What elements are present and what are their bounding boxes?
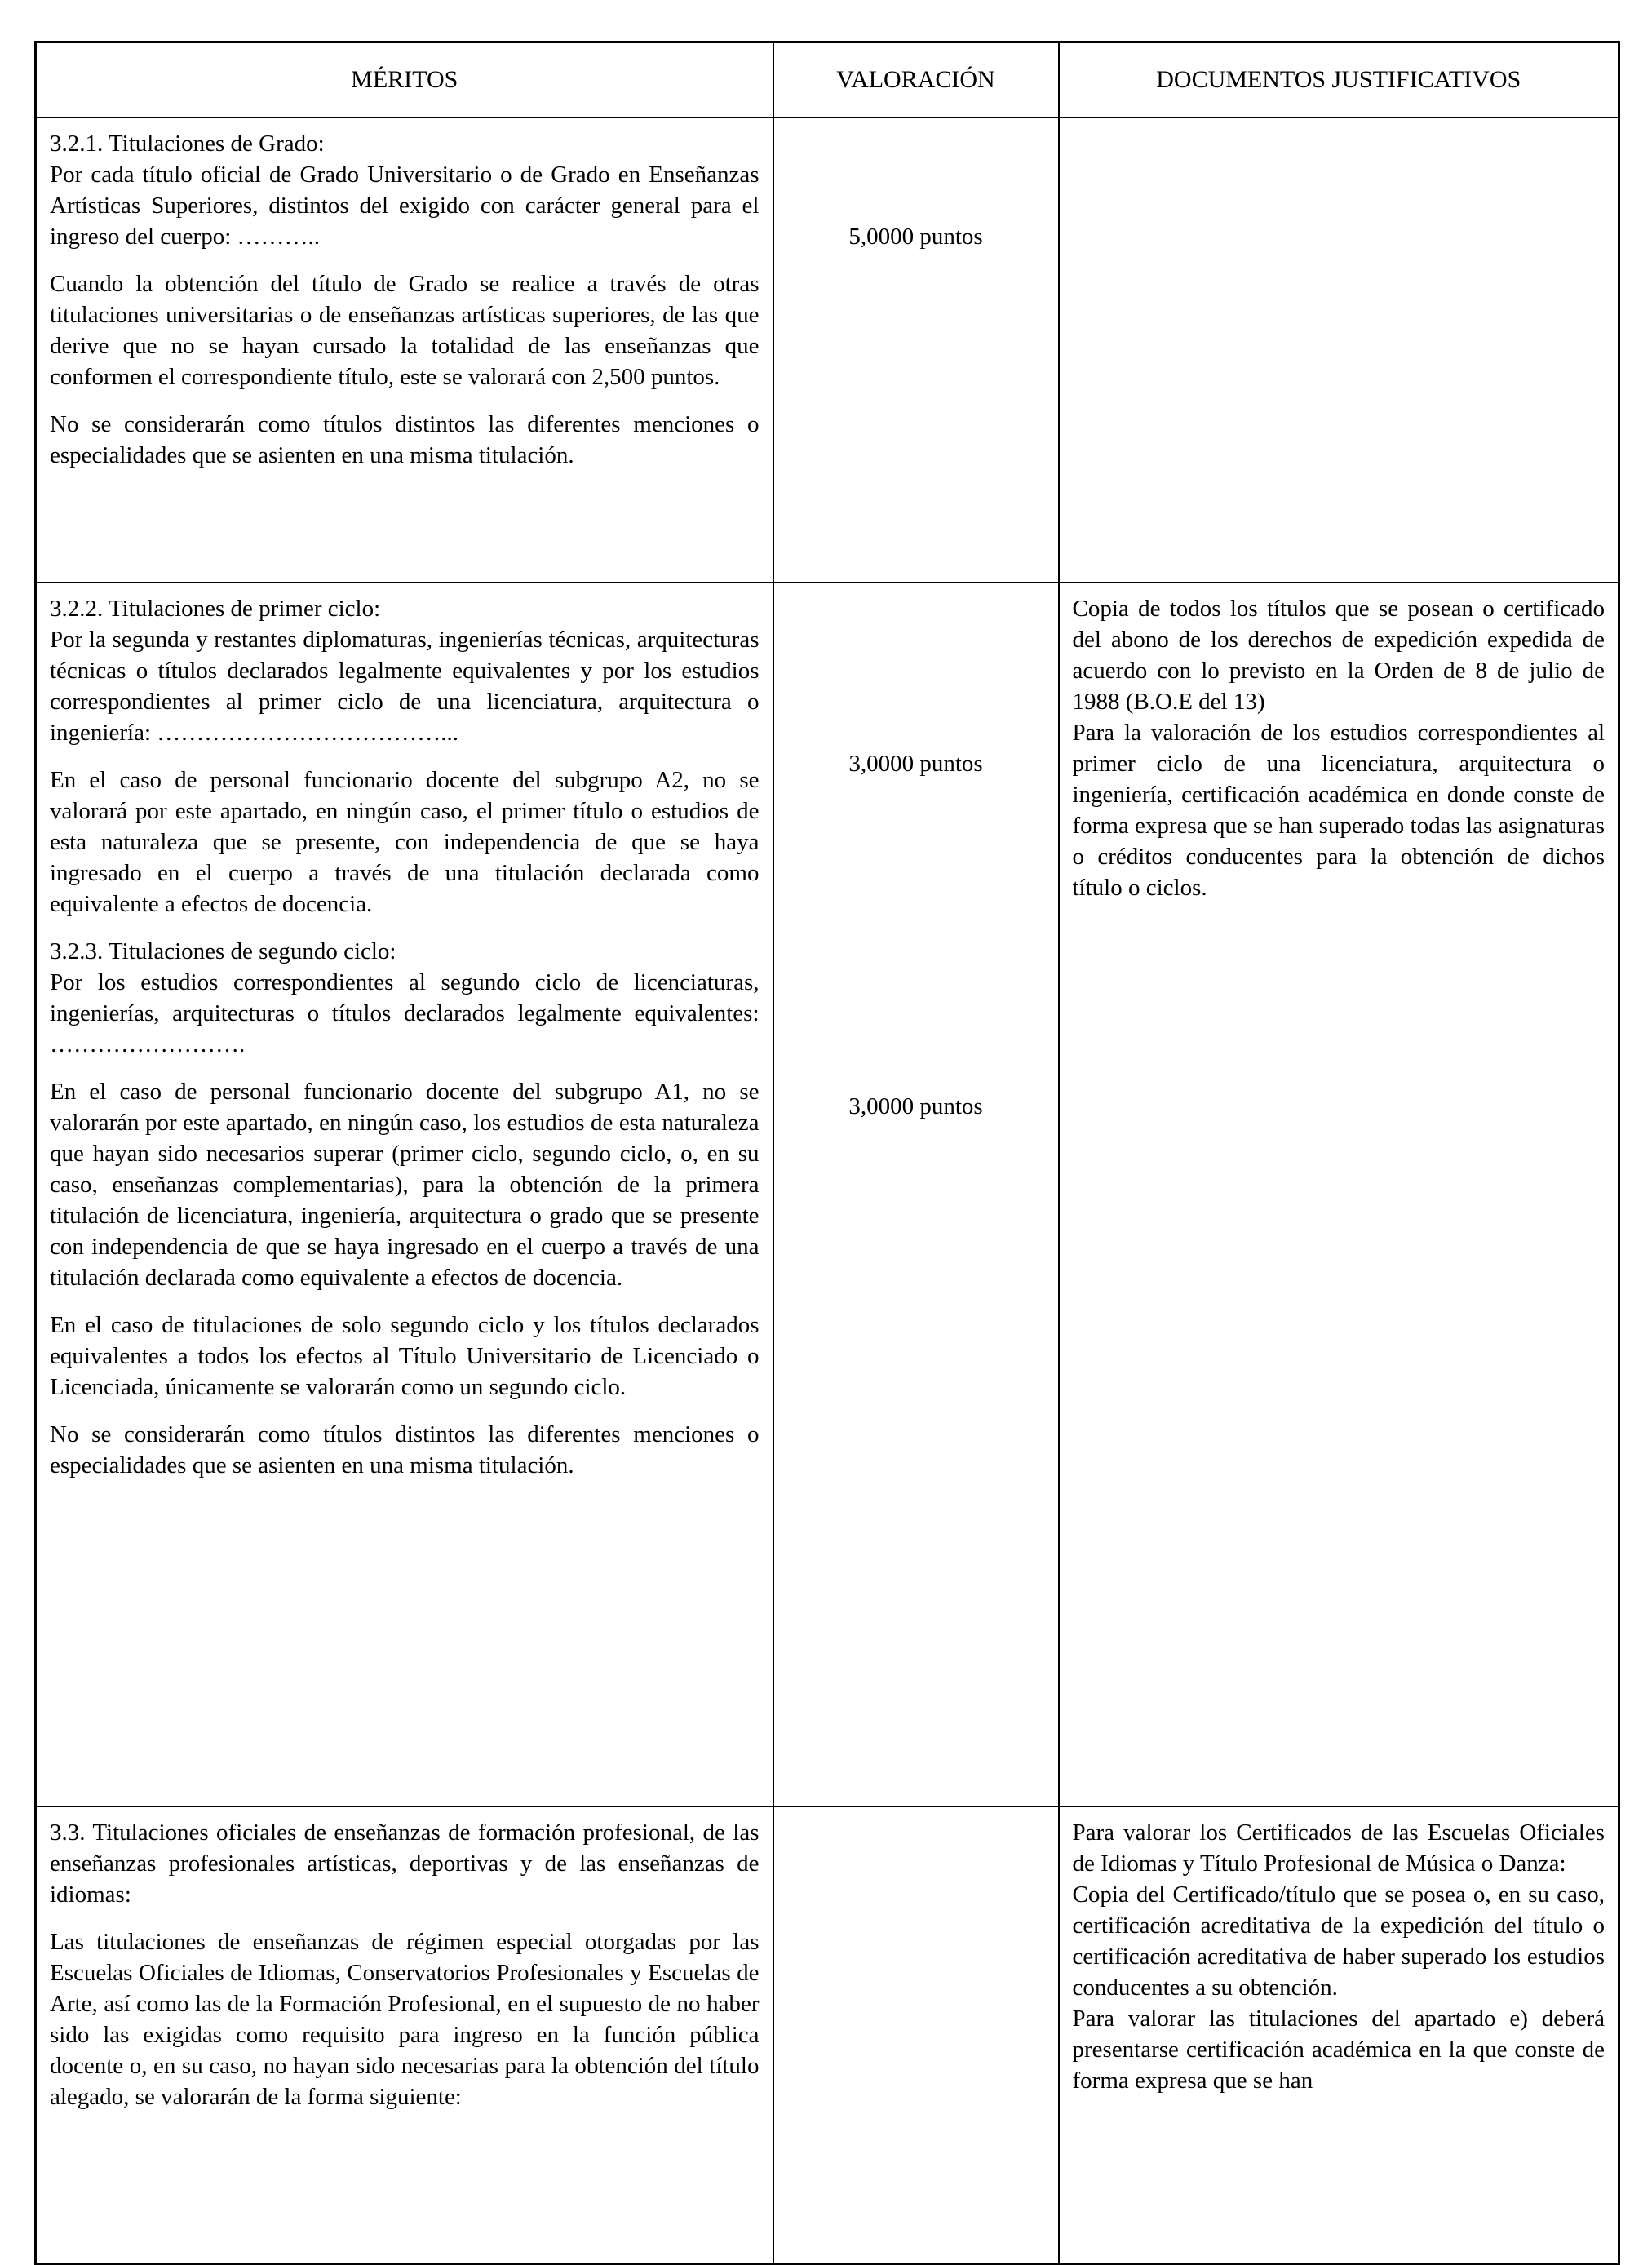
table-row-3-2-2-and-3-2-3: [36, 583, 1619, 1806]
paragraph: Cuando la obtención del título de Grado se realice a través de otras titulaciones universitarias o de enseñanzas artísticas superiores, de las que derive que no se hayan cursado la totalidad de las enseñanzas que conformen el correspondiente título, este se valorará con 2,500 puntos.: [50, 271, 760, 390]
section-3-2-1: [50, 128, 760, 252]
cell-documentos-3-2-1: [1059, 117, 1619, 583]
paragraph: Por los estudios correspondientes al segundo ciclo de licenciaturas, ingenierías, arquitecturas o títulos declarados legalmente equivalentes: …………………….: [50, 969, 760, 1057]
cell-valoracion-3-2-2: [773, 583, 1059, 1806]
merits-valuation-table: [34, 41, 1620, 2265]
paragraph: Por cada título oficial de Grado Universitario o de Grado en Enseñanzas Artísticas Superiores, distintos del exigido con carácter general para el ingreso del cuerpo: ………..: [50, 162, 760, 250]
cell-documentos-3-3: [1059, 1806, 1619, 2263]
table-row-3-3: [36, 1806, 1619, 2263]
paragraph: En el caso de titulaciones de solo segundo ciclo y los títulos declarados equivalentes a todos los efectos al Título Universitario de Licenciado o Licenciada, únicamente se valorarán como un segundo ciclo.: [50, 1312, 760, 1400]
paragraph: Para la valoración de los estudios correspondientes al primer ciclo de una licenciatura, arquitectura o ingeniería, certificación académica en donde conste de forma expresa que se han superado todas las asignaturas o créditos conducentes para la obtención de dichos título o ciclos.: [1072, 720, 1605, 901]
paragraph: Copia de todos los títulos que se posean o certificado del abono de los derechos de expedición expedida de acuerdo con lo previsto en la Orden de 8 de julio de 1988 (B.O.E del 13): [1072, 596, 1605, 715]
cell-valoracion-3-3: [773, 1806, 1059, 2263]
paragraph: Las titulaciones de enseñanzas de régimen especial otorgadas por las Escuelas Oficiales de Idiomas, Conservatorios Profesionales y Escuelas de Arte, así como las de la Formación Profesional, en el supuesto de no haber sido las exigidas como requisito para ingreso en la función pública docente o, en su caso, no hayan sido necesarias para la obtención del título alegado, se valorarán de la forma siguiente:: [50, 1929, 760, 2110]
paragraph: En el caso de personal funcionario docente del subgrupo A2, no se valorará por este apartado, en ningún caso, el primer título o estudios de esta naturaleza que se presente, con independencia de que se haya ingresado en el cuerpo a través de una titulación declarada como equivalente a efectos de docencia.: [50, 767, 760, 917]
section-3-2-2: [50, 593, 760, 748]
points-value: 3,0000 puntos: [848, 1093, 983, 1119]
cell-documentos-3-2-2: [1059, 583, 1619, 1806]
points-value: 3,0000 puntos: [848, 751, 983, 777]
cell-meritos-3-2-2: [36, 583, 773, 1806]
column-header-valoracion: VALORACIÓN: [773, 42, 1059, 118]
cell-valoracion-3-2-1: [773, 117, 1059, 583]
section-3-2-3: [50, 936, 760, 1060]
paragraph: Para valorar las titulaciones del apartado e) deberá presentarse certificación académica en la que conste de forma expresa que se han: [1072, 2006, 1605, 2094]
paragraph: Copia del Certificado/título que se posea o, en su caso, certificación acreditativa de la expedición del título o certificación acreditativa de haber superado los estudios conducentes a su obtención.: [1072, 1882, 1605, 2001]
section-title: 3.2.3. Titulaciones de segundo ciclo:: [50, 938, 396, 964]
paragraph: En el caso de personal funcionario docente del subgrupo A1, no se valorarán por este apartado, en ningún caso, los estudios de esta naturaleza que hayan sido necesarios superar (primer ciclo, segundo ciclo, o, en su caso, enseñanzas complementarias), para la obtención de la primera titulación de licenciatura, ingeniería, arquitectura o grado que se presente con independencia de que se haya ingresado en el cuerpo a través de una titulación declarada como equivalente a efectos de docencia.: [50, 1079, 760, 1291]
cell-meritos-3-2-1: [36, 117, 773, 583]
cell-meritos-3-3: [36, 1806, 773, 2263]
section-title: 3.2.1. Titulaciones de Grado:: [50, 131, 325, 157]
section-title: 3.2.2. Titulaciones de primer ciclo:: [50, 596, 381, 622]
points-value: 5,0000 puntos: [848, 224, 983, 250]
table-row-3-2-1: [36, 117, 1619, 583]
paragraph: Por la segunda y restantes diplomaturas, ingenierías técnicas, arquitecturas técnicas o títulos declarados legalmente equivalentes y por los estudios correspondientes al primer ciclo de una licenciatura, arquitectura o ingeniería: ………………………………...: [50, 627, 760, 746]
header-row: [36, 42, 1619, 118]
paragraph: No se considerarán como títulos distintos las diferentes menciones o especialidades que se asienten en una misma titulación.: [50, 1421, 760, 1478]
section-title: 3.3. Titulaciones oficiales de enseñanzas de formación profesional, de las enseñanzas profesionales artísticas, deportivas y de las enseñanzas de idiomas:: [50, 1820, 760, 1908]
document-page: [0, 41, 1652, 2265]
column-header-meritos: MÉRITOS: [36, 42, 773, 118]
column-header-documentos: DOCUMENTOS JUSTIFICATIVOS: [1059, 42, 1619, 118]
paragraph: No se considerarán como títulos distintos las diferentes menciones o especialidades que se asienten en una misma titulación.: [50, 411, 760, 468]
paragraph: Para valorar los Certificados de las Escuelas Oficiales de Idiomas y Título Profesional de Música o Danza:: [1072, 1820, 1605, 1877]
